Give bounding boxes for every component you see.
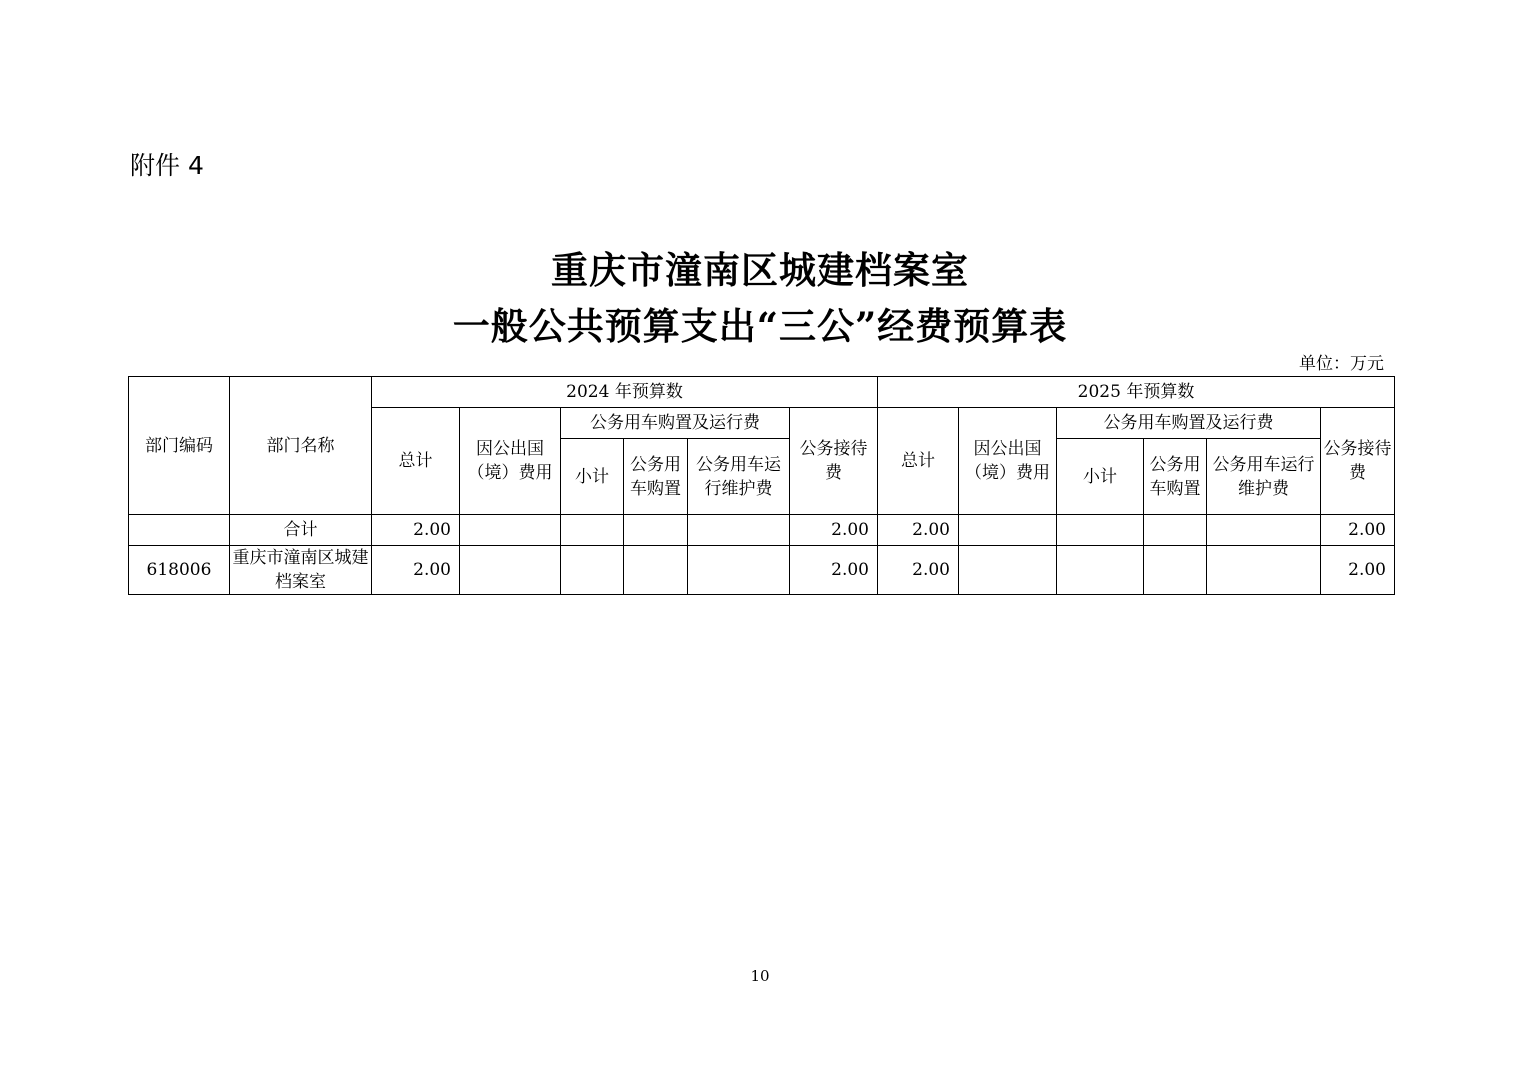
unit-label: 单位：万元 — [1299, 354, 1384, 374]
cell-2025-purchase — [1144, 515, 1207, 546]
cell-2024-reception: 2.00 — [790, 515, 878, 546]
cell-2024-abroad — [460, 546, 561, 595]
header-2024-maint: 公务用车运行维护费 — [688, 439, 790, 515]
header-2025-abroad: 因公出国（境）费用 — [959, 408, 1057, 515]
row-code — [129, 515, 230, 546]
cell-2025-maint — [1207, 546, 1321, 595]
header-2025-reception: 公务接待费 — [1321, 408, 1395, 515]
budget-table — [128, 376, 1395, 595]
header-2024-total: 总计 — [372, 408, 460, 515]
cell-2025-reception: 2.00 — [1321, 546, 1395, 595]
header-2024-subtotal: 小计 — [561, 439, 624, 515]
header-2025-vehicle: 公务用车购置及运行费 — [1057, 408, 1321, 439]
header-2024: 2024 年预算数 — [372, 377, 878, 408]
row-name: 重庆市潼南区城建档案室 — [230, 546, 372, 595]
cell-2025-maint — [1207, 515, 1321, 546]
cell-2024-abroad — [460, 515, 561, 546]
cell-2025-subtotal — [1057, 546, 1144, 595]
page-number: 10 — [750, 967, 770, 985]
cell-2025-total: 2.00 — [878, 515, 959, 546]
cell-2024-total: 2.00 — [372, 546, 460, 595]
cell-2024-reception: 2.00 — [790, 546, 878, 595]
cell-2025-abroad — [959, 515, 1057, 546]
header-2024-abroad: 因公出国（境）费用 — [460, 408, 561, 515]
cell-2024-maint — [688, 546, 790, 595]
table-row — [129, 515, 1395, 546]
header-2025-purchase: 公务用车购置 — [1144, 439, 1207, 515]
header-2024-vehicle: 公务用车购置及运行费 — [561, 408, 790, 439]
header-2025: 2025 年预算数 — [878, 377, 1395, 408]
cell-2025-purchase — [1144, 546, 1207, 595]
header-2024-reception: 公务接待费 — [790, 408, 878, 515]
cell-2025-reception: 2.00 — [1321, 515, 1395, 546]
cell-2024-subtotal — [561, 515, 624, 546]
cell-2024-total: 2.00 — [372, 515, 460, 546]
attachment-label: 附件 4 — [130, 151, 204, 180]
header-2025-total: 总计 — [878, 408, 959, 515]
header-dept-name: 部门名称 — [230, 377, 372, 515]
header-dept-code: 部门编码 — [129, 377, 230, 515]
row-code: 618006 — [129, 546, 230, 595]
header-2024-purchase: 公务用车购置 — [624, 439, 688, 515]
cell-2025-abroad — [959, 546, 1057, 595]
row-name: 合计 — [230, 515, 372, 546]
cell-2024-subtotal — [561, 546, 624, 595]
title-line-1: 重庆市潼南区城建档案室 — [551, 248, 969, 292]
cell-2024-maint — [688, 515, 790, 546]
cell-2024-purchase — [624, 515, 688, 546]
header-2025-maint: 公务用车运行维护费 — [1207, 439, 1321, 515]
cell-2024-purchase — [624, 546, 688, 595]
cell-2025-subtotal — [1057, 515, 1144, 546]
title-line-2: 一般公共预算支出“三公”经费预算表 — [452, 304, 1068, 348]
header-2025-subtotal: 小计 — [1057, 439, 1144, 515]
cell-2025-total: 2.00 — [878, 546, 959, 595]
table-row — [129, 546, 1395, 595]
